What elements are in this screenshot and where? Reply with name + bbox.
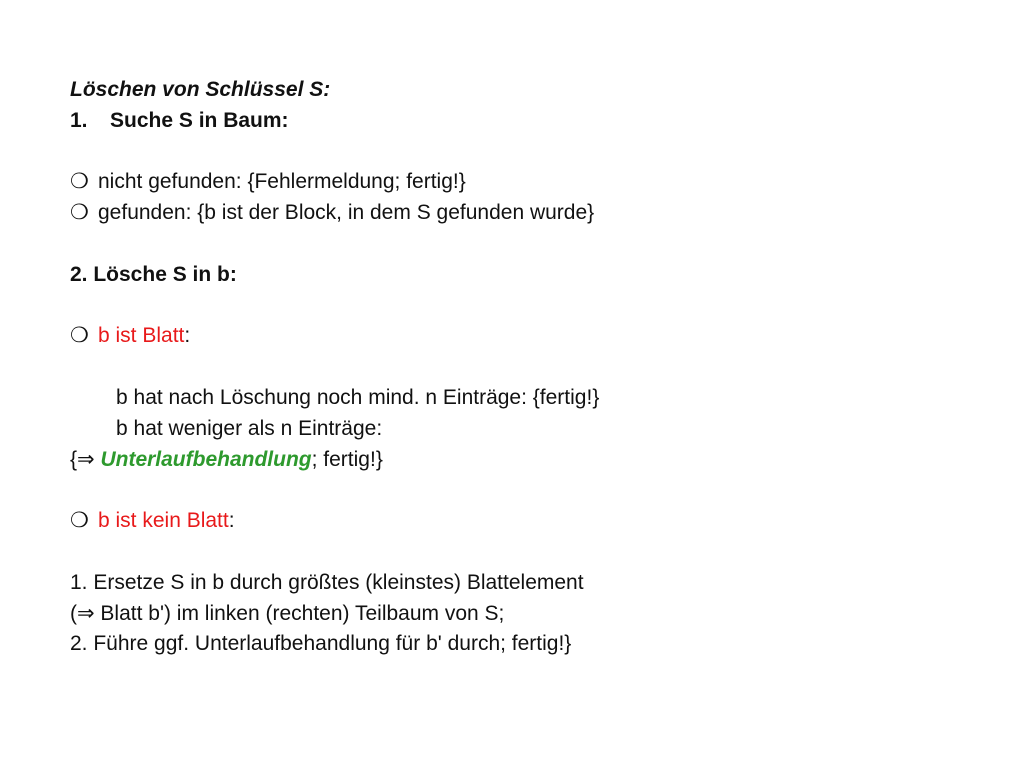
leaf-case-label: b ist Blatt xyxy=(98,324,185,348)
bullet-not-found-text: nicht gefunden: {Fehlermeldung; fertig!} xyxy=(98,170,466,194)
leaf-sub-item-2 xyxy=(70,414,970,445)
bullet-found-text: gefunden: {b ist der Block, in dem S gefunden wurde} xyxy=(98,201,595,225)
bullet-leaf-case xyxy=(70,321,970,352)
nonleaf-step-line: 2. Führe ggf. Unterlaufbehandlung für b' durch; fertig!} xyxy=(70,632,572,656)
circle-bullet-icon: ❍ xyxy=(70,201,89,225)
leaf-sub-item-1-text: b hat nach Löschung noch mind. n Einträge: {fertig!} xyxy=(116,385,600,409)
spacer xyxy=(70,537,970,568)
bullet-found xyxy=(70,198,970,229)
bullet-not-found xyxy=(70,167,970,198)
leaf-case-colon: : xyxy=(184,324,191,348)
circle-bullet-icon: ❍ xyxy=(70,170,89,194)
leaf-sub-item-1 xyxy=(70,383,970,414)
underflow-line xyxy=(70,445,970,476)
spacer xyxy=(70,137,970,168)
underflow-prefix: {⇒ xyxy=(70,447,101,471)
nonleaf-step-line: 1. Ersetze S in b durch größtes (kleinstes) Blattelement xyxy=(70,570,584,594)
spacer xyxy=(70,475,970,506)
spacer xyxy=(70,229,970,260)
spacer xyxy=(70,291,970,322)
slide-content xyxy=(70,75,970,660)
step-1 xyxy=(70,106,970,137)
circle-bullet-icon: ❍ xyxy=(70,324,89,348)
step-1-text: Suche S in Baum: xyxy=(110,108,289,132)
spacer xyxy=(70,352,970,383)
underflow-emphasis: Unterlaufbehandlung xyxy=(100,447,312,471)
leaf-sub-item-2-text: b hat weniger als n Einträge: xyxy=(116,416,383,440)
circle-bullet-icon: ❍ xyxy=(70,509,89,533)
step-1-number: 1. xyxy=(70,108,88,132)
nonleaf-case-label: b ist kein Blatt xyxy=(98,509,229,533)
nonleaf-case-colon: : xyxy=(228,509,235,533)
nonleaf-step-line: (⇒ Blatt b') im linken (rechten) Teilbaum von S; xyxy=(70,601,505,625)
slide-heading: Löschen von Schlüssel S: xyxy=(70,78,331,101)
step-2: 2. Lösche S in b: xyxy=(70,262,237,286)
underflow-suffix: ; fertig!} xyxy=(311,447,383,471)
bullet-nonleaf-case xyxy=(70,506,970,537)
